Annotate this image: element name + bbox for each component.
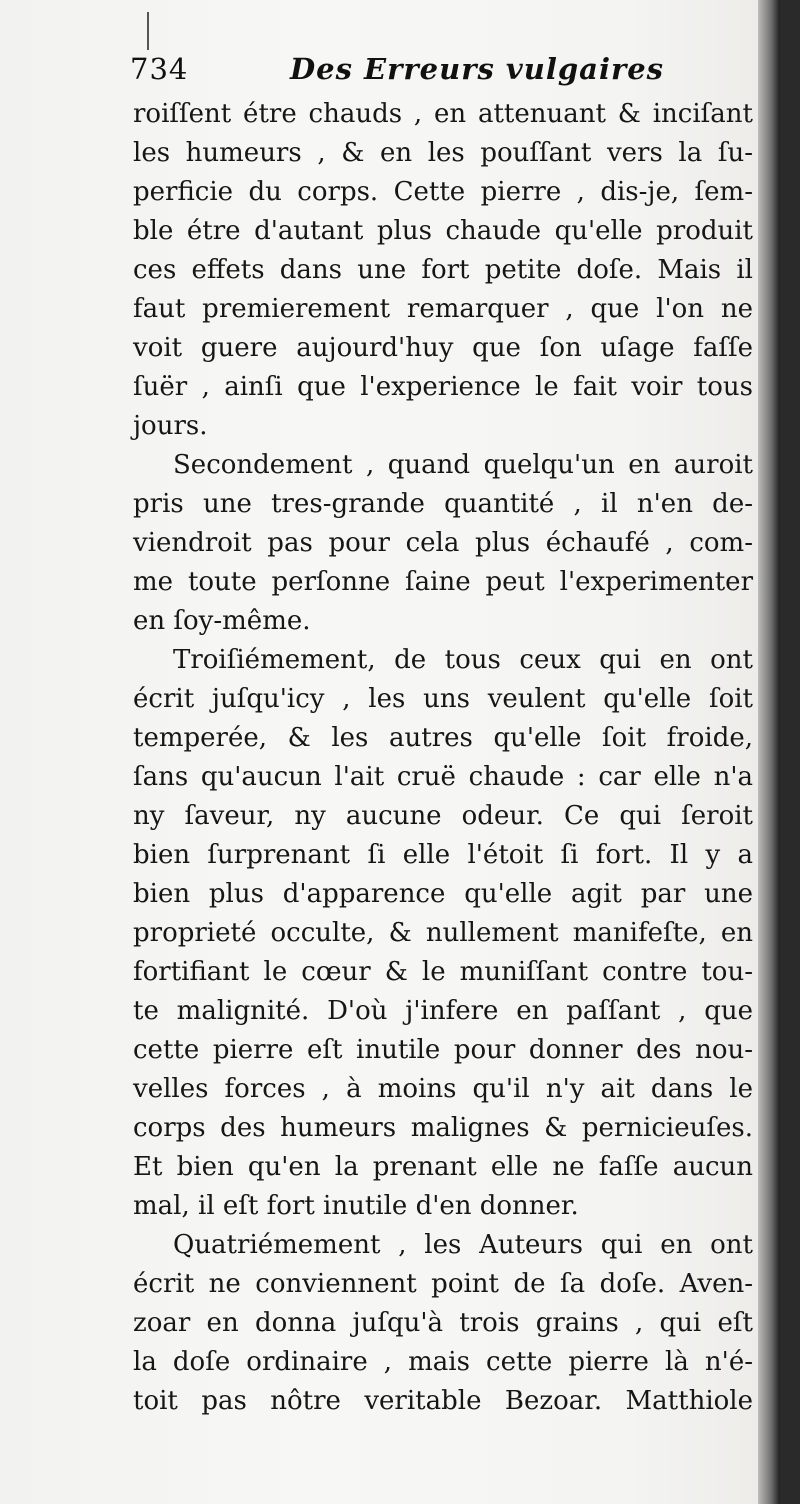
margin-ink-mark [147, 12, 149, 50]
text-line: perficie du corps. Cette pierre , dis-je, ſem- [133, 177, 753, 207]
text-line: écrit juſqu'icy , les uns veulent qu'elle ſoit [133, 684, 753, 714]
text-line: temperée, & les autres qu'elle ſoit froide, [133, 723, 753, 753]
text-line: viendroit pas pour cela plus échaufé , com- [133, 528, 753, 558]
text-line: ſuër , ainſi que l'experience le fait voir tous [133, 372, 753, 402]
text-line: Et bien qu'en la prenant elle ne faſſe aucun [133, 1152, 753, 1182]
text-line: Secondement , quand quelqu'un en auroit [173, 450, 753, 480]
text-line: faut premierement remarquer , que l'on ne [133, 294, 753, 324]
text-line: te malignité. D'où j'infere en paſſant , que [133, 996, 753, 1026]
text-line: les humeurs , & en les pouſſant vers la ſu- [133, 138, 753, 168]
text-line: ces effets dans une fort petite doſe. Mais il [133, 255, 753, 285]
text-line: toit pas nôtre veritable Bezoar. Matthiole [133, 1386, 753, 1416]
text-line: la doſe ordinaire , mais cette pierre là n'é- [133, 1347, 753, 1377]
text-line: Quatriémement , les Auteurs qui en ont [173, 1230, 753, 1260]
text-line: ble étre d'autant plus chaude qu'elle produit [133, 216, 753, 246]
page-edge-shadow [758, 0, 780, 1504]
text-line: roiſſent étre chauds , en attenuant & inciſant [133, 99, 753, 129]
page-header [130, 52, 750, 92]
text-line: voit guere aujourd'huy que ſon uſage faſſe [133, 333, 753, 363]
text-line: bien ſurprenant ſi elle l'étoit ſi fort. Il y a [133, 840, 753, 870]
text-line: me toute perſonne ſaine peut l'experimenter [133, 567, 753, 597]
text-line: zoar en donna juſqu'à trois grains , qui eſt [133, 1308, 753, 1338]
text-line: pris une tres-grande quantité , il n'en de- [133, 489, 753, 519]
text-line: velles forces , à moins qu'il n'y ait dans le [133, 1074, 753, 1104]
text-line: bien plus d'apparence qu'elle agit par une [133, 879, 753, 909]
text-line: mal, il eſt fort inutile d'en donner. [133, 1191, 579, 1221]
text-line: jours. [133, 411, 208, 441]
body-text [133, 95, 753, 1421]
text-line: ny ſaveur, ny aucune odeur. Ce qui ſeroit [133, 801, 753, 831]
text-line: cette pierre eſt inutile pour donner des nou- [133, 1035, 753, 1065]
running-title: Des Erreurs vulgaires [290, 52, 665, 86]
text-line: Troiſiémement, de tous ceux qui en ont [173, 645, 753, 675]
text-line: corps des humeurs malignes & pernicieuſes. [133, 1113, 753, 1143]
text-line: en ſoy-même. [133, 606, 311, 636]
text-line: fortifiant le cœur & le muniſſant contre tou- [133, 957, 753, 987]
text-line: ſans qu'aucun l'ait cruë chaude : car elle n'a [133, 762, 753, 792]
page-number: 734 [130, 52, 189, 86]
text-line: écrit ne conviennent point de ſa doſe. Aven- [133, 1269, 753, 1299]
text-line: proprieté occulte, & nullement manifeſte, en [133, 918, 753, 948]
